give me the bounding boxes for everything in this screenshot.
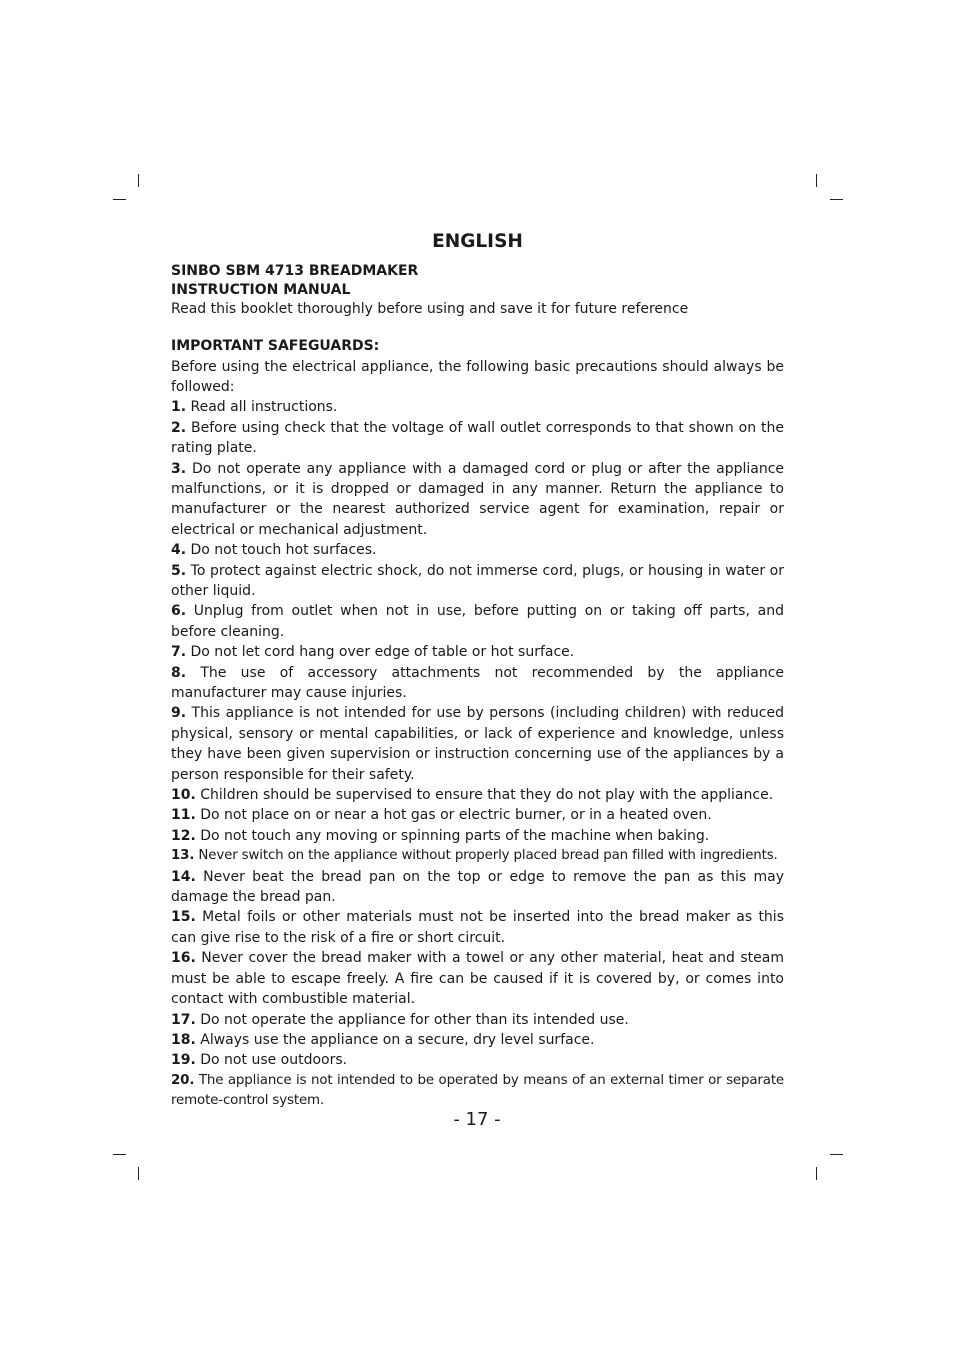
safeguard-item-number: 6. <box>171 603 187 620</box>
safeguard-item-text: Never cover the bread maker with a towel or any other material, heat and steam must be able to escape freely. A fire can be caused if it is covered by, or comes into contact with combustible material. <box>171 950 784 1008</box>
safeguard-item-text: Read all instructions. <box>190 399 338 416</box>
crop-mark-bottom-left-horizontal <box>113 1154 126 1155</box>
safeguard-item <box>171 907 784 948</box>
safeguard-item <box>171 642 784 662</box>
safeguard-item-text: Do not use outdoors. <box>200 1052 348 1069</box>
safeguards-lead: Before using the electrical appliance, the following basic precautions should always be followed: <box>171 358 784 395</box>
safeguard-item-number: 5. <box>171 562 187 579</box>
safeguard-item-number: 4. <box>171 542 187 559</box>
safeguard-item-number: 16. <box>171 950 196 967</box>
safeguard-item <box>171 703 784 785</box>
safeguard-item-text: Before using check that the voltage of wall outlet corresponds to that shown on the rating plate. <box>171 419 784 457</box>
crop-mark-top-right-vertical <box>816 174 817 187</box>
crop-mark-bottom-left-vertical <box>138 1167 139 1180</box>
safeguard-item-text: Do not operate the appliance for other than its intended use. <box>200 1011 629 1028</box>
safeguard-item <box>171 561 784 602</box>
safeguard-item-number: 2. <box>171 419 187 436</box>
safeguards-list <box>171 397 784 1111</box>
safeguards-heading: IMPORTANT SAFEGUARDS: <box>171 337 380 354</box>
safeguard-item-number: 12. <box>171 827 196 844</box>
safeguard-item-text: Never switch on the appliance without properly placed bread pan filled with ingredients. <box>198 848 778 864</box>
safeguard-item-number: 18. <box>171 1031 196 1048</box>
safeguard-item-text: Never beat the bread pan on the top or edge to remove the pan as this may damage the bread pan. <box>171 868 784 906</box>
safeguard-item-text: The use of accessory attachments not recommended by the appliance manufacturer may cause injuries. <box>171 664 784 701</box>
safeguard-item <box>171 867 784 908</box>
safeguard-item <box>171 826 784 846</box>
crop-mark-top-left-horizontal <box>113 199 126 200</box>
safeguard-item <box>171 1071 784 1112</box>
safeguard-item-number: 20. <box>171 1072 195 1088</box>
safeguard-item-text: Do not touch hot surfaces. <box>190 542 377 559</box>
safeguard-item-text: The appliance is not intended to be operated by means of an external timer or separate remote-control system. <box>171 1072 785 1109</box>
safeguard-item-number: 9. <box>171 705 187 722</box>
safeguard-item-number: 15. <box>171 909 196 926</box>
crop-mark-top-right-horizontal <box>830 199 843 200</box>
safeguard-item <box>171 418 784 459</box>
safeguard-item-text: Do not operate any appliance with a damaged cord or plug or after the appliance malfunctions, or it is dropped or damaged in any manner. Return the appliance to manufacturer or the nearest authorized service agent for examination, repair or electrical or mechanical adjustment. <box>171 460 785 538</box>
safeguard-item-text: This appliance is not intended for use by persons (including children) with reduced physical, sensory or mental capabilities, or lack of experience and knowledge, unless they have been given supervision or instruction concerning use of the appliances by a person responsible for their safety. <box>171 705 785 783</box>
safeguard-item <box>171 1030 784 1050</box>
safeguard-item <box>171 846 784 866</box>
safeguard-item-number: 10. <box>171 787 196 804</box>
safeguard-item-number: 17. <box>171 1011 196 1028</box>
safeguard-item-text: Do not touch any moving or spinning parts of the machine when baking. <box>200 827 710 844</box>
safeguard-item-number: 19. <box>171 1052 196 1069</box>
safeguard-item-text: Do not place on or near a hot gas or electric burner, or in a heated oven. <box>200 807 712 824</box>
safeguard-item-text: Metal foils or other materials must not be inserted into the bread maker as this can give rise to the risk of a fire or short circuit. <box>171 909 784 946</box>
safeguard-item-number: 7. <box>171 644 187 661</box>
safeguard-item <box>171 663 784 704</box>
safeguard-item-text: Children should be supervised to ensure that they do not play with the appliance. <box>200 787 774 804</box>
safeguard-item-number: 3. <box>171 460 187 477</box>
manual-page-content <box>171 228 784 1112</box>
page-number: - 17 - <box>453 1109 501 1130</box>
safeguard-item <box>171 948 784 1009</box>
safeguard-item-number: 1. <box>171 399 187 416</box>
safeguard-item-text: To protect against electric shock, do not immerse cord, plugs, or housing in water or other liquid. <box>171 562 784 599</box>
crop-mark-bottom-right-vertical <box>816 1167 817 1180</box>
product-name: SINBO SBM 4713 BREADMAKER <box>171 263 419 279</box>
safeguard-item <box>171 785 784 805</box>
safeguard-item <box>171 1050 784 1070</box>
crop-mark-bottom-right-horizontal <box>830 1154 843 1155</box>
safeguard-item-text: Unplug from outlet when not in use, before putting on or taking off parts, and before cleaning. <box>171 603 784 640</box>
language-heading: ENGLISH <box>432 231 523 252</box>
intro-text: Read this booklet thoroughly before using and save it for future reference <box>171 301 689 317</box>
safeguard-item-text: Always use the appliance on a secure, dry level surface. <box>200 1031 595 1048</box>
crop-mark-top-left-vertical <box>138 174 139 187</box>
safeguard-item-number: 13. <box>171 848 195 864</box>
safeguard-item <box>171 540 784 560</box>
safeguard-item <box>171 397 784 417</box>
safeguard-item-number: 8. <box>171 664 187 681</box>
safeguard-item <box>171 601 784 642</box>
safeguard-item-number: 11. <box>171 807 196 824</box>
safeguard-item <box>171 459 784 541</box>
safeguard-item-text: Do not let cord hang over edge of table or hot surface. <box>190 644 575 661</box>
safeguard-item-number: 14. <box>171 868 196 885</box>
safeguard-item <box>171 805 784 825</box>
safeguard-item <box>171 1010 784 1030</box>
document-type: INSTRUCTION MANUAL <box>171 282 351 298</box>
